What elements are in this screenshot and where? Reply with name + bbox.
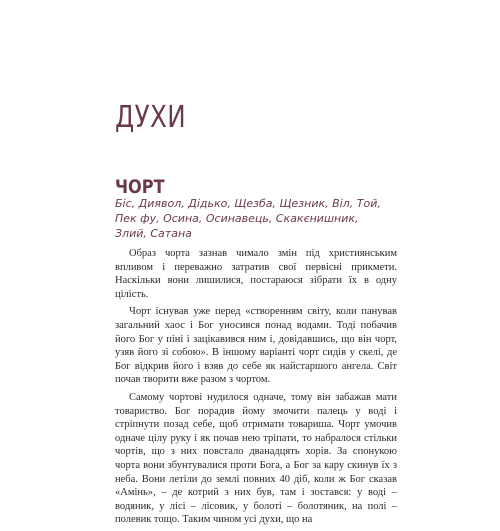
body-text [115,247,397,531]
entry-aliases: Біс, Диявол, Дідько, Щезба, Щезник, Віл, Той, Пек фу, Осина, Осинавець, Скакєнишник, Злий, Сатана [115,197,381,240]
entry-title: ЧОРТ [115,176,165,198]
paragraph: Самому чортові нудилося одначе, тому він забажав мати товариство. Бог порадив йому змочити палець у воді і стріпнути позад себе, щоб отримати товариша. Чорт умочив одначе цілу руку і як почав нею тріпати, то набралося стільки чортів, що з них повстало дванадцять хорів. За спонукою чорта вони збунтувалися проти Бога, а Бог за кару скинув їх з неба. Вони летіли до землі повних 40 діб, коли ж Бог сказав «Амінь», – де котрий з них був, там і зостався: у воді – водяник, у лісі – лісовик, у болоті – болотяник, на полі – полевик тощо. Таким чином усі духи, що на [115,391,397,526]
paragraph: Образ чорта зазнав чимало змін під християнським впливом і переважно затратив свої первісні прикмети. Наскільки вони лишилися, постараюся зібрати їх в одну цілість. [115,248,397,300]
paragraph: Чорт існував уже перед «створенням світу, коли панував загальний хаос і Бог уносився понад водами. Тоді побачив його Бог у піні і зацікавився ним і, довідавшись, що він чорт, узяв його зі собою». В іншому варіанті чорт сидів у скелі, де Бог відкрив його і взяв до себе як найстаршого ангела. Світ почав творити вже разом з чортом. [115,306,397,386]
section-title: ДУХИ [115,100,187,135]
